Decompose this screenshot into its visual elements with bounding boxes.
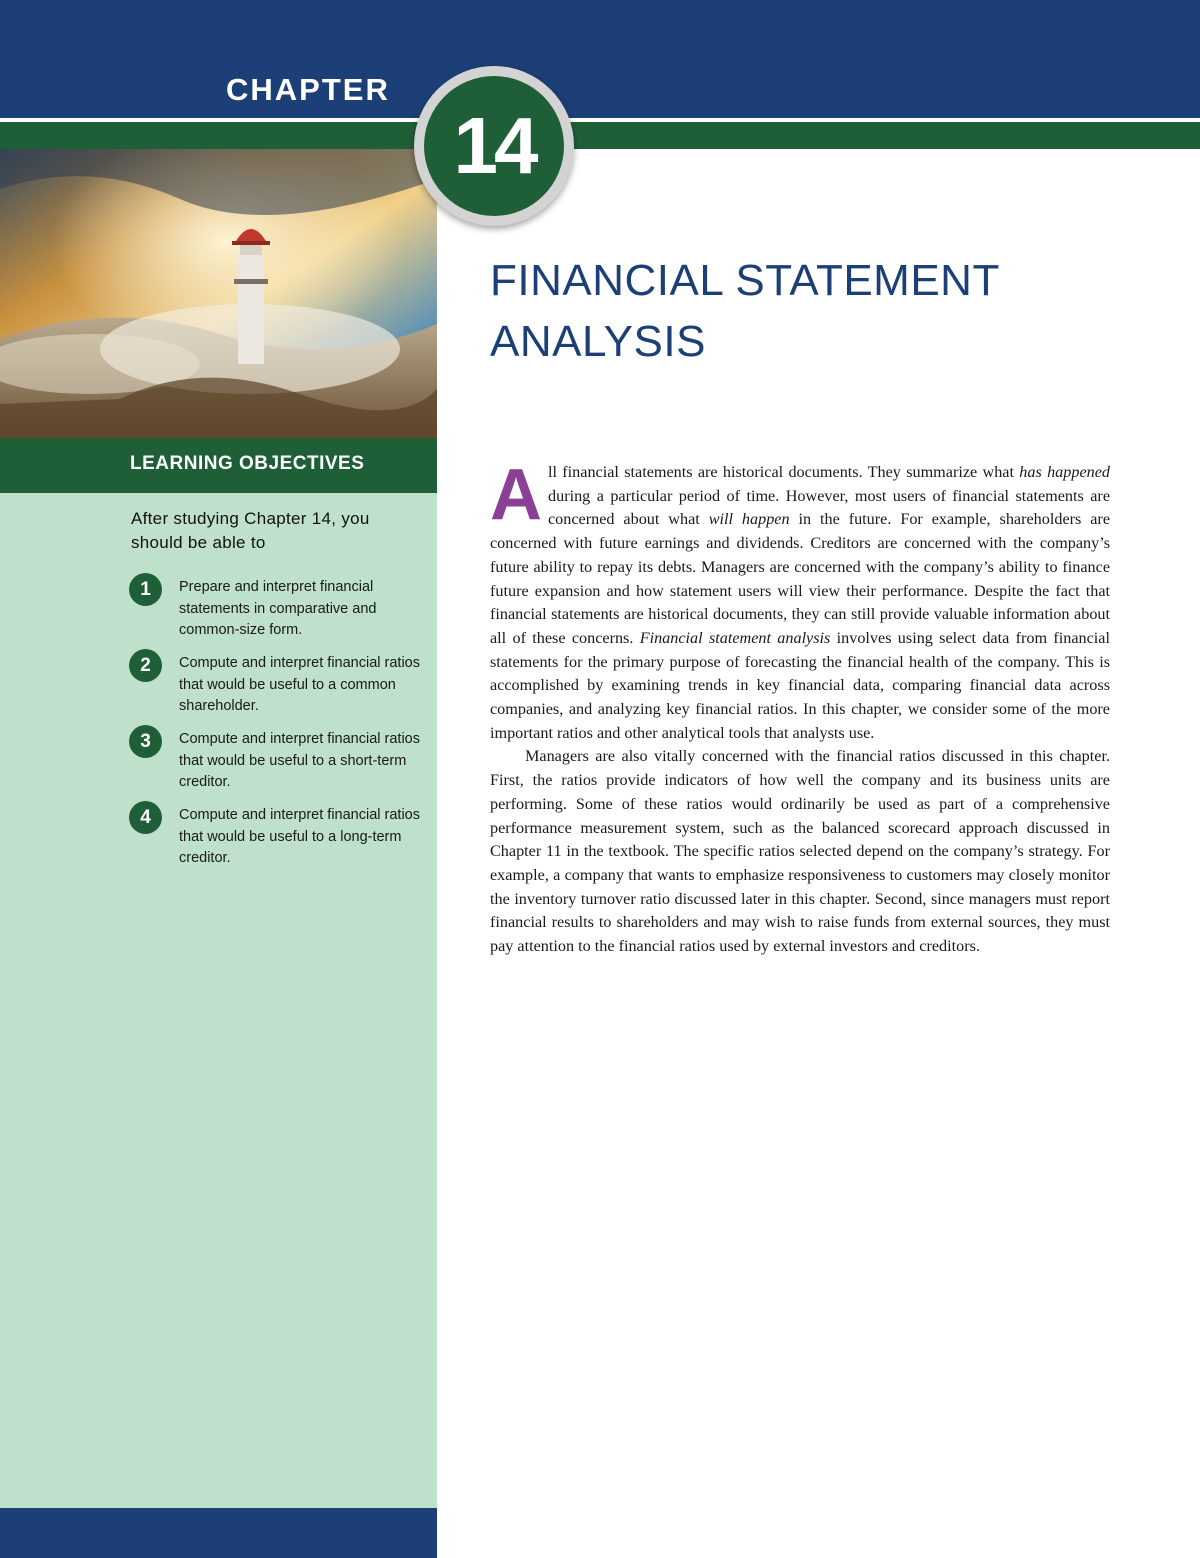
chapter-number: 14 bbox=[424, 76, 564, 216]
second-paragraph: Managers are also vitally concerned with the financial ratios discussed in this chapter. First, the ratios provide indicators of how well the company and its business units are performing. Some of these ratios would ordinarily be used as part of a comprehensive performance measurement system, such as the balanced scorecard approach discussed in Chapter 11 in the textbook. The specific ratios selected depend on the company’s strategy. For example, a company that wants to emphasize responsiveness to customers may closely monitor the inventory turnover ratio discussed later in this chapter. Second, since managers must report financial results to shareholders and may wish to raise funds from external sources, they must pay attention to the financial ratios used by external investors and creditors. bbox=[490, 747, 1110, 956]
objective-text: Compute and interpret financial ratios that would be useful to a common shareholder. bbox=[179, 655, 420, 714]
learning-objectives-sidebar bbox=[0, 438, 437, 1508]
objective-number-badge: 3 bbox=[129, 725, 162, 758]
top-header-band bbox=[0, 0, 1200, 118]
objective-item bbox=[129, 573, 429, 649]
body-text bbox=[490, 455, 1111, 959]
objective-number-badge: 4 bbox=[129, 801, 162, 834]
chapter-number-badge bbox=[414, 66, 574, 226]
drop-cap: A bbox=[490, 455, 542, 535]
paragraph-text: in the future. For example, shareholders are concerned with future earnings and dividends. Creditors are concerned with the company’s future ability to repay its debts. Managers are concerned with the company’s ability to finance future expansion and how statement users will view their performance. Despite the fact that financial statements are historical documents, they can still provide valuable information about all of these concerns. bbox=[490, 510, 1111, 647]
objective-number-badge: 1 bbox=[129, 573, 162, 606]
learning-objectives-intro: After studying Chapter 14, you should be able to bbox=[131, 509, 370, 552]
paragraph-text: involves using select data from financial statements for the primary purpose of forecasting the financial health of the company. This is accomplished by examining trends in key financial data, comparing financial data across companies, and analyzing key financial ratios. In this chapter, we consider some of the more important ratios and other analytical tools that analysts use. bbox=[490, 628, 1110, 742]
objective-list bbox=[129, 573, 429, 877]
objective-item bbox=[129, 649, 429, 725]
paragraph-text: ll financial statements are historical documents. They summarize what bbox=[548, 463, 1020, 481]
objective-item bbox=[129, 725, 429, 801]
chapter-label: CHAPTER bbox=[226, 72, 390, 107]
objective-text: Compute and interpret financial ratios that would be useful to a short-term creditor. bbox=[179, 731, 420, 790]
objective-text: Prepare and interpret financial statements in comparative and common-size form. bbox=[179, 579, 377, 638]
paragraph-text: during a particular period of time. However, most users of financial statements are concerned about what bbox=[548, 486, 1110, 529]
objective-number-badge: 2 bbox=[129, 649, 162, 682]
learning-objectives-heading: LEARNING OBJECTIVES bbox=[130, 453, 365, 474]
lighthouse-hero-image bbox=[0, 149, 437, 438]
objective-item bbox=[129, 801, 429, 877]
bottom-footer-band bbox=[0, 1508, 437, 1558]
objective-text: Compute and interpret financial ratios that would be useful to a long-term creditor. bbox=[179, 807, 420, 866]
chapter-title: FINANCIAL STATEMENT ANALYSIS bbox=[490, 256, 1000, 366]
emphasis-text: has happened bbox=[1019, 463, 1111, 481]
emphasis-text: Financial statement analysis bbox=[639, 628, 831, 647]
intro-paragraph bbox=[490, 455, 1111, 745]
lighthouse-illustration bbox=[0, 149, 437, 438]
learning-objectives-header bbox=[0, 438, 437, 493]
emphasis-text: will happen bbox=[708, 510, 790, 529]
header-green-stripe bbox=[0, 122, 1200, 149]
